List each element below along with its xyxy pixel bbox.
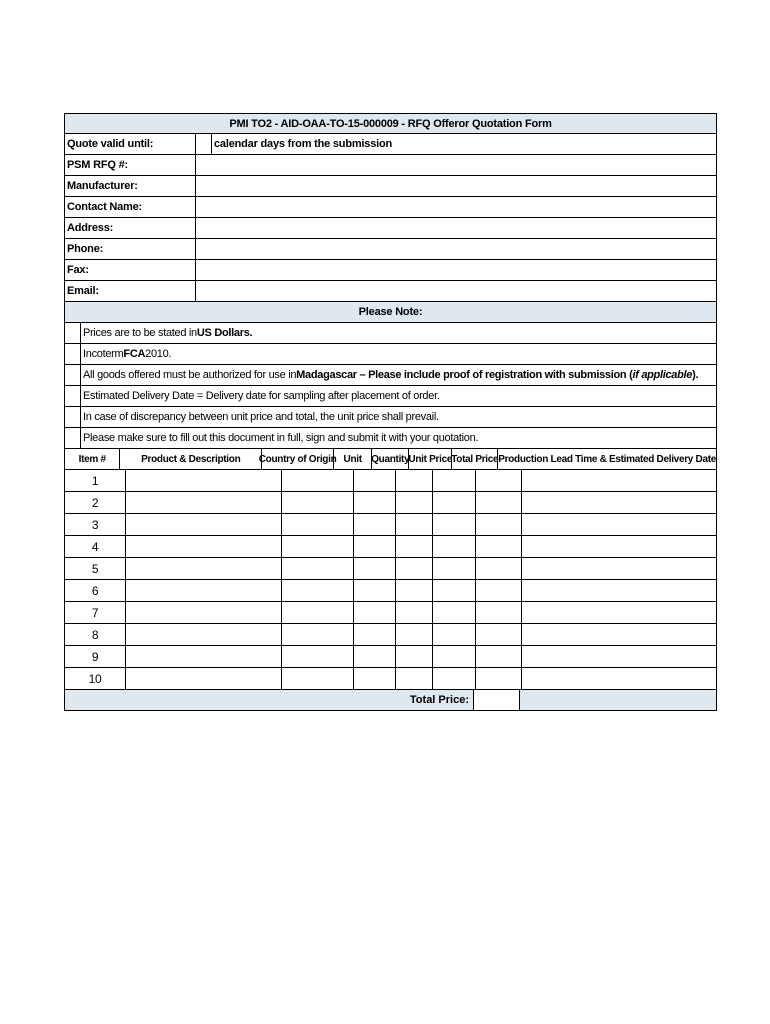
manufacturer-field[interactable] [196,176,716,196]
item-table-body [64,470,717,690]
item-number: 9 [65,646,126,667]
note-heading-text: Please Note: [358,306,423,318]
quantity-field[interactable] [396,646,433,667]
table-row [64,668,717,690]
table-row [64,558,717,580]
product-field[interactable] [126,470,282,491]
country-field[interactable] [282,492,354,513]
quantity-field[interactable] [396,580,433,601]
item-number: 2 [65,492,126,513]
note-text [81,344,716,364]
item-number: 6 [65,580,126,601]
item-number: 3 [65,514,126,535]
country-field[interactable] [282,470,354,491]
column-header-unit: Unit [334,449,372,469]
note-5-text: In case of discrepancy between unit price and total, the unit price shall prevail. [83,411,439,423]
note-row [64,386,717,407]
column-header-total-price: Total Price [452,449,498,469]
total-price-label: Total Price: [65,690,474,710]
fax-row [64,260,717,281]
lead-time-field[interactable] [522,668,716,689]
note-indent [65,344,81,364]
phone-field[interactable] [196,239,716,259]
unit-field[interactable] [354,536,396,557]
quantity-field[interactable] [396,470,433,491]
total-price-cell[interactable] [476,624,522,645]
lead-time-field[interactable] [522,558,716,579]
address-field[interactable] [196,218,716,238]
note-3-text: All goods offered must be authorized for use in [83,369,297,381]
note-6-text: Please make sure to fill out this document in full, sign and submit it with your quotation. [83,432,479,444]
country-field[interactable] [282,602,354,623]
country-field[interactable] [282,624,354,645]
quantity-field[interactable] [396,492,433,513]
quote-valid-row [64,134,717,155]
unit-field[interactable] [354,470,396,491]
unit-field[interactable] [354,514,396,535]
column-header-quantity: Quantity [372,449,409,469]
product-field[interactable] [126,624,282,645]
unit-field[interactable] [354,668,396,689]
column-header-country: Country of Origin [262,449,334,469]
product-field[interactable] [126,602,282,623]
quantity-field[interactable] [396,624,433,645]
total-price-cell[interactable] [476,492,522,513]
note-row [64,407,717,428]
table-row [64,624,717,646]
column-header-unit-price: Unit Price [409,449,452,469]
lead-time-field[interactable] [522,492,716,513]
country-field[interactable] [282,514,354,535]
note-indent [65,386,81,406]
field-label: Fax: [65,260,196,280]
note-2-emphasis: FCA [123,348,146,360]
field-label: Address: [65,218,196,238]
phone-row [64,239,717,260]
field-label: Phone: [65,239,196,259]
note-heading [64,302,717,323]
lead-time-field[interactable] [522,470,716,491]
psm-rfq-row [64,155,717,176]
total-price-field[interactable] [474,690,520,710]
total-price-cell[interactable] [476,602,522,623]
unit-field[interactable] [354,558,396,579]
contact-name-row [64,197,717,218]
total-price-cell[interactable] [476,536,522,557]
unit-field[interactable] [354,602,396,623]
note-3-emphasis: Madagascar – Please include proof of registration with submission ( [296,369,633,381]
product-field[interactable] [126,646,282,667]
note-text [81,323,716,343]
unit-price-field[interactable] [433,580,476,601]
lead-time-field[interactable] [522,646,716,667]
note-row [64,323,717,344]
note-text [81,365,716,385]
field-label: PSM RFQ #: [65,155,196,175]
note-indent [65,407,81,427]
note-indent [65,323,81,343]
lead-time-field[interactable] [522,514,716,535]
table-row [64,536,717,558]
table-row [64,602,717,624]
quantity-field[interactable] [396,536,433,557]
form-title-text: PMI TO2 - AID-OAA-TO-15-000009 - RFQ Offeror Quotation Form [229,117,552,130]
unit-field[interactable] [354,492,396,513]
unit-field[interactable] [354,624,396,645]
item-number: 7 [65,602,126,623]
item-number: 8 [65,624,126,645]
note-row [64,365,717,386]
country-field[interactable] [282,536,354,557]
field-label: Email: [65,281,196,301]
product-field[interactable] [126,536,282,557]
note-1-text: Prices are to be stated in [83,327,197,339]
note-2-text: Incoterm [83,348,124,360]
total-price-cell[interactable] [476,514,522,535]
email-row [64,281,717,302]
product-field[interactable] [126,492,282,513]
lead-time-field[interactable] [522,536,716,557]
item-number: 4 [65,536,126,557]
item-number: 5 [65,558,126,579]
unit-price-field[interactable] [433,558,476,579]
fax-field[interactable] [196,260,716,280]
product-field[interactable] [126,668,282,689]
quantity-field[interactable] [396,558,433,579]
note-row [64,428,717,449]
total-price-cell[interactable] [476,646,522,667]
unit-price-field[interactable] [433,602,476,623]
unit-field[interactable] [354,580,396,601]
unit-price-field[interactable] [433,492,476,513]
total-price-cell[interactable] [476,668,522,689]
column-header-product: Product & Description [120,449,262,469]
total-price-cell[interactable] [476,580,522,601]
field-label: Contact Name: [65,197,196,217]
note-1-emphasis: US Dollars. [196,327,253,339]
table-row [64,580,717,602]
quote-valid-suffix: calendar days from the submission [214,138,393,150]
note-indent [65,365,81,385]
quote-valid-label: Quote valid until: [65,134,196,154]
country-field[interactable] [282,668,354,689]
quantity-field[interactable] [396,668,433,689]
lead-time-field[interactable] [522,624,716,645]
contact-name-field[interactable] [196,197,716,217]
note-indent [65,428,81,448]
total-row [64,690,717,711]
address-row [64,218,717,239]
psm-rfq-field[interactable] [196,155,716,175]
note-row [64,344,717,365]
column-header-item: Item # [65,449,120,469]
unit-price-field[interactable] [433,514,476,535]
quantity-field[interactable] [396,602,433,623]
total-price-cell[interactable] [476,558,522,579]
lead-time-field[interactable] [522,580,716,601]
table-row [64,492,717,514]
column-header-lead-time: Production Lead Time & Estimated Delivery Date [498,453,717,465]
unit-price-field[interactable] [433,668,476,689]
unit-price-field[interactable] [433,646,476,667]
quotation-form [64,113,717,711]
lead-time-field[interactable] [522,602,716,623]
note-2-suffix: 2010. [145,348,172,360]
item-number: 10 [65,668,126,689]
table-header [64,449,717,470]
country-field[interactable] [282,558,354,579]
product-field[interactable] [126,514,282,535]
unit-price-field[interactable] [433,470,476,491]
email-field[interactable] [196,281,716,301]
table-row [64,646,717,668]
product-field[interactable] [126,580,282,601]
unit-field[interactable] [354,646,396,667]
product-field[interactable] [126,558,282,579]
unit-price-field[interactable] [433,624,476,645]
field-label: Manufacturer: [65,176,196,196]
manufacturer-row [64,176,717,197]
country-field[interactable] [282,580,354,601]
table-row [64,470,717,492]
quantity-field[interactable] [396,514,433,535]
form-title [64,113,717,134]
total-price-cell[interactable] [476,470,522,491]
note-3-italic: if applicable [632,369,693,381]
unit-price-field[interactable] [433,536,476,557]
table-row [64,514,717,536]
quote-valid-days-field[interactable] [196,134,212,154]
note-3-suffix: ). [692,369,699,381]
item-number: 1 [65,470,126,491]
note-4-text: Estimated Delivery Date = Delivery date for sampling after placement of order. [83,390,440,402]
country-field[interactable] [282,646,354,667]
